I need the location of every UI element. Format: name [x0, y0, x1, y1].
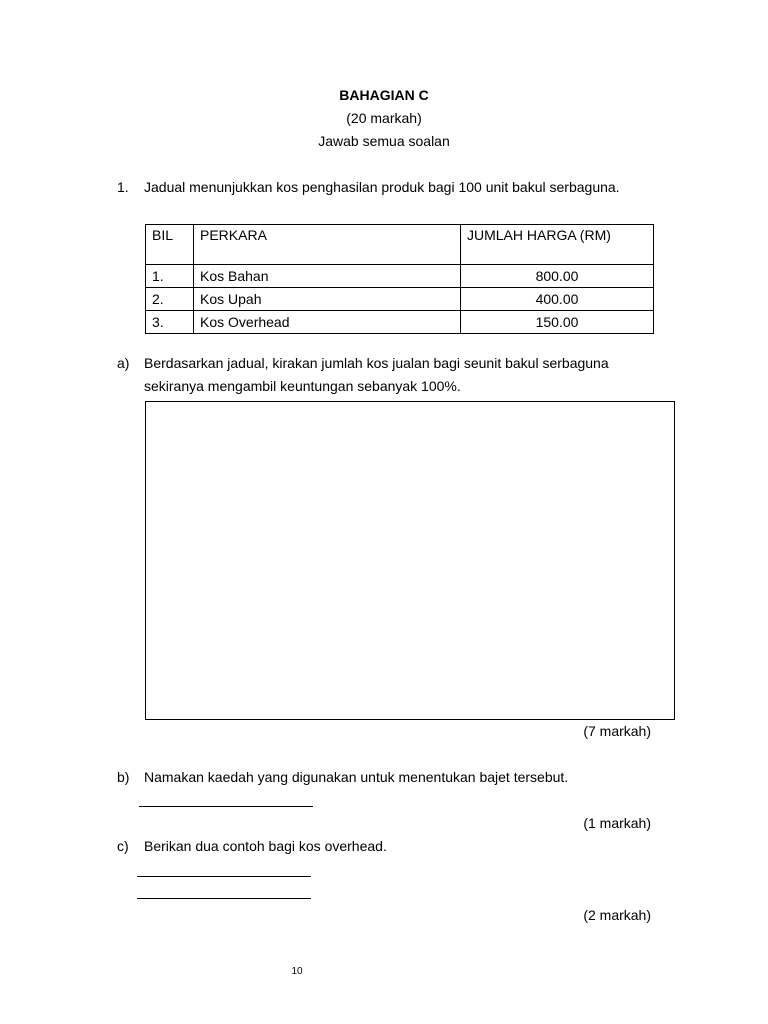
part-a-label: a) — [117, 355, 130, 371]
page-number: 10 — [291, 966, 303, 977]
header-bil: BIL — [146, 225, 194, 265]
part-c-label: c) — [117, 838, 129, 854]
part-c-marks: (2 markah) — [583, 907, 651, 923]
cell-perkara: Kos Upah — [194, 288, 461, 311]
cell-harga: 400.00 — [461, 288, 654, 311]
header-jumlah-harga: JUMLAH HARGA (RM) — [461, 225, 654, 265]
cell-perkara: Kos Bahan — [194, 265, 461, 288]
cell-harga: 800.00 — [461, 265, 654, 288]
part-a-text-line2: sekiranya mengambil keuntungan sebanyak 100%. — [144, 378, 461, 394]
table-header-row — [146, 225, 654, 265]
table-row — [146, 288, 654, 311]
cell-bil: 1. — [146, 265, 194, 288]
header-perkara: PERKARA — [194, 225, 461, 265]
part-a-marks: (7 markah) — [583, 723, 651, 739]
part-b-text: Namakan kaedah yang digunakan untuk menentukan bajet tersebut. — [144, 769, 569, 785]
section-title: BAHAGIAN C — [339, 87, 429, 103]
section-marks: (20 markah) — [346, 110, 422, 126]
cell-bil: 2. — [146, 288, 194, 311]
part-b-label: b) — [117, 769, 130, 785]
question-number: 1. — [117, 179, 129, 195]
cost-table — [145, 224, 654, 334]
table-row — [146, 265, 654, 288]
answer-line[interactable] — [137, 898, 311, 899]
part-c-text: Berikan dua contoh bagi kos overhead. — [144, 838, 387, 854]
cell-bil: 3. — [146, 311, 194, 334]
question-text: Jadual menunjukkan kos penghasilan produk bagi 100 unit bakul serbaguna. — [144, 179, 620, 195]
cell-harga: 150.00 — [461, 311, 654, 334]
answer-line[interactable] — [139, 806, 313, 807]
section-instruction: Jawab semua soalan — [318, 133, 450, 149]
part-b-marks: (1 markah) — [583, 815, 651, 831]
table-row — [146, 311, 654, 334]
part-a-text-line1: Berdasarkan jadual, kirakan jumlah kos jualan bagi seunit bakul serbaguna — [144, 355, 609, 371]
cell-perkara: Kos Overhead — [194, 311, 461, 334]
answer-box[interactable] — [145, 401, 675, 720]
answer-line[interactable] — [137, 876, 311, 877]
